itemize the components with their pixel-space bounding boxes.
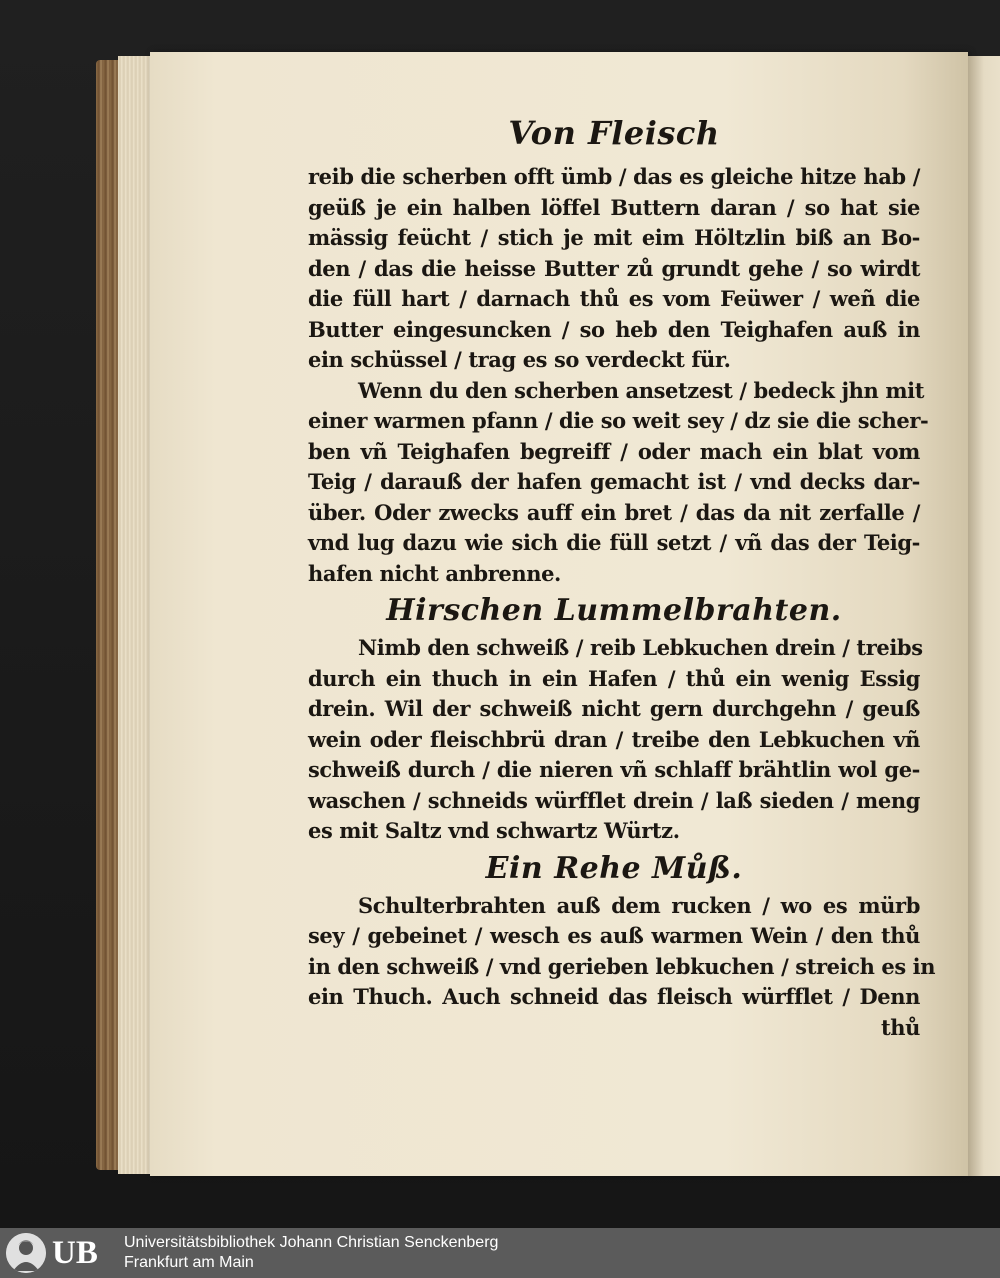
ub-logo-text: UB bbox=[52, 1235, 98, 1271]
text-line: geüß je ein halben löffel Buttern daran / so hat sie bbox=[308, 194, 920, 220]
paragraph-3 bbox=[308, 633, 923, 847]
text-line: die füll hart / darnach thů es vom Feüwer / weñ die bbox=[308, 286, 920, 311]
text-line: den / das die heisse Butter zů grundt gehe / so wirdt bbox=[308, 255, 920, 281]
text-line: drein. Wil der schweiß nicht gern durchgehn / geuß bbox=[308, 696, 920, 721]
text-line: in den schweiß / vnd gerieben lebkuchen / streich es in bbox=[308, 953, 936, 979]
section-heading: Hirschen Lummelbrahten. bbox=[386, 593, 842, 628]
paragraph-2 bbox=[308, 376, 929, 590]
text-line: Butter eingesuncken / so heb den Teighafen auß in bbox=[308, 316, 920, 342]
library-city: Frankfurt am Main bbox=[124, 1254, 254, 1271]
paragraph-1 bbox=[308, 162, 920, 376]
text-line: wein oder fleischbrü dran / treibe den Lebkuchen vñ bbox=[308, 726, 920, 752]
text-line: hafen nicht anbrenne. bbox=[308, 560, 561, 586]
text-line: ein Thuch. Auch schneid das fleisch würfflet / Denn bbox=[308, 984, 920, 1009]
catchword: thů bbox=[880, 1014, 920, 1040]
text-line: Teig / darauß der hafen gemacht ist / vnd decks dar- bbox=[308, 469, 920, 494]
text-line: vnd lug dazu wie sich die füll setzt / vñ das der Teig- bbox=[308, 530, 920, 555]
portrait-icon bbox=[6, 1233, 46, 1273]
text-line: es mit Saltz vnd schwartz Würtz. bbox=[308, 818, 680, 843]
library-name: Universitätsbibliothek Johann Christian Senckenberg bbox=[124, 1234, 499, 1251]
text-line: sey / gebeinet / wesch es auß warmen Wein / den thů bbox=[308, 923, 920, 948]
text-line: mässig feücht / stich je mit eim Höltzlin biß an Bo- bbox=[308, 225, 920, 250]
running-head: Von Fleisch bbox=[508, 114, 720, 152]
text-line: Nimb den schweiß / reib Lebkuchen drein / treibs bbox=[358, 635, 923, 660]
text-line: ben vñ Teighafen begreiff / oder mach ein blat vom bbox=[308, 438, 920, 464]
text-line: einer warmen pfann / die so weit sey / dz sie die scher- bbox=[308, 408, 929, 433]
facing-page-edge bbox=[968, 56, 1000, 1176]
text-line: reib die scherben offt ümb / das es gleiche hitze hab / bbox=[308, 164, 920, 189]
text-line: über. Oder zwecks auff ein bret / das da nit zerfalle / bbox=[308, 499, 920, 525]
text-line: Schulterbrahten auß dem rucken / wo es mürb bbox=[358, 892, 920, 918]
text-line: Wenn du den scherben ansetzest / bedeck jhn mit bbox=[358, 377, 925, 403]
library-logo[interactable] bbox=[6, 1233, 114, 1273]
text-line: durch ein thuch in ein Hafen / thů ein wenig Essig bbox=[308, 665, 920, 691]
library-footer bbox=[0, 1228, 1000, 1278]
text-line: waschen / schneids würfflet drein / laß sieden / meng bbox=[308, 787, 920, 813]
text-line: ein schüssel / trag es so verdeckt für. bbox=[308, 347, 731, 372]
section-heading: Ein Rehe Můß. bbox=[485, 850, 743, 886]
page-text bbox=[308, 108, 936, 1043]
text-line: schweiß durch / die nieren vñ schlaff brähtlin wol ge- bbox=[308, 757, 920, 782]
paragraph-4 bbox=[308, 891, 936, 1044]
